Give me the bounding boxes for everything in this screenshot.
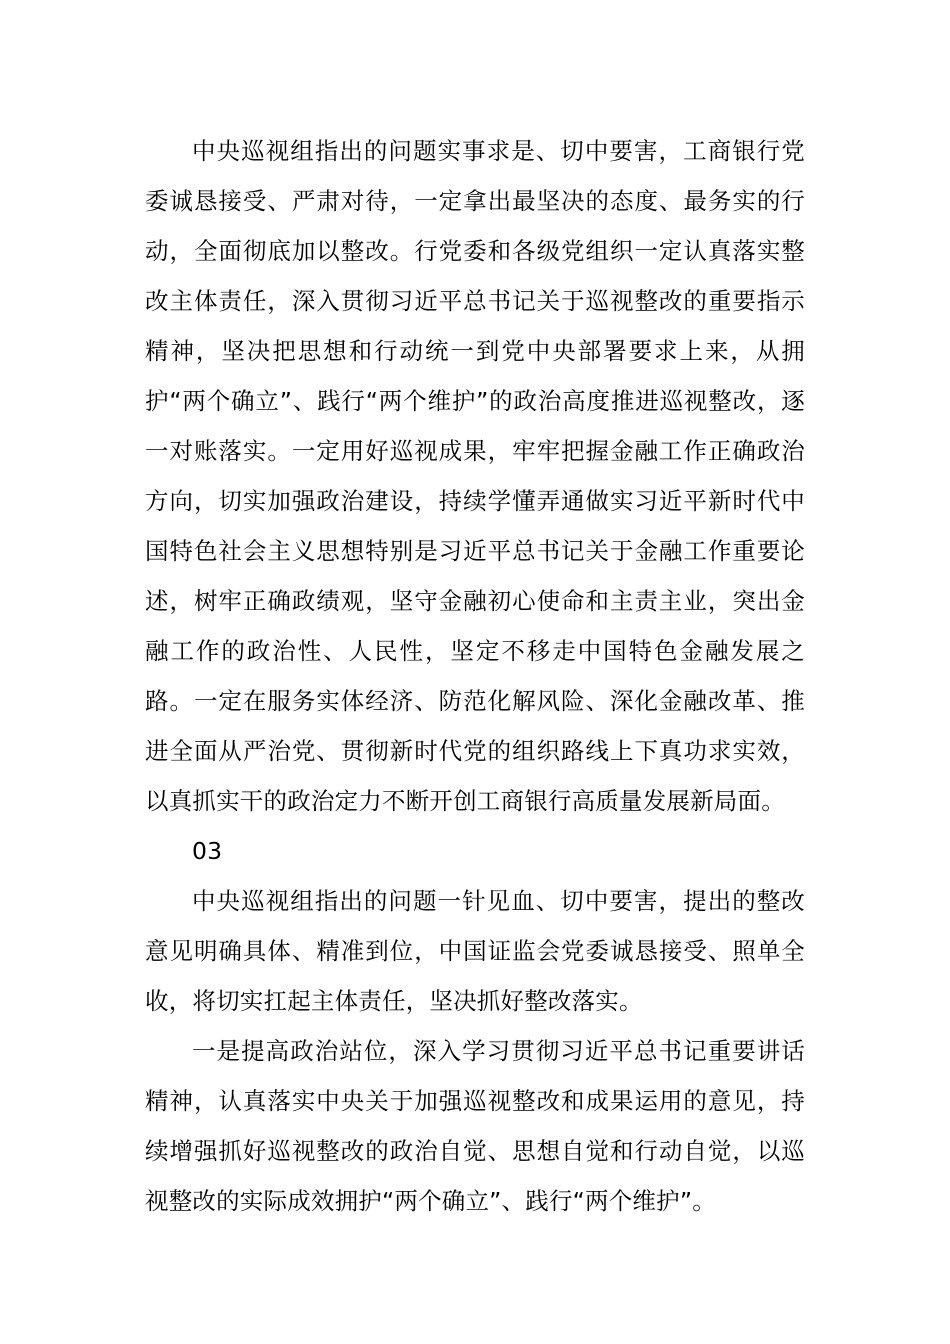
paragraph-icbc-rectification: 中央巡视组指出的问题实事求是、切中要害，工商银行党委诚恳接受、严肃对待，一定拿出最坚决的态度、最务实的行动，全面彻底加以整改。行党委和各级党组织一定认真落实整改主体责任，深入贯彻习近平总书记关于巡视整改的重要指示精神，坚决把思想和行动统一到党中央部署要求上来，从拥护“两个确立”、践行“两个维护”的政治高度推进巡视整改，逐一对账落实。一定用好巡视成果，牢牢把握金融工作正确政治方向，切实加强政治建设，持续学懂弄通做实习近平新时代中国特色社会主义思想特别是习近平总书记关于金融工作重要论述，树牢正确政绩观，坚守金融初心使命和主责主业，突出金融工作的政治性、人民性，坚定不移走中国特色金融发展之路。一定在服务实体经济、防范化解风险、深化金融改革、推进全面从严治党、贯彻新时代党的组织路线上下真功求实效，以真抓实干的政治定力不断开创工商银行高质量发展新局面。 <box>145 137 805 815</box>
paragraph-csrc-intro: 中央巡视组指出的问题一针见血、切中要害，提出的整改意见明确具体、精准到位，中国证监会党委诚恳接受、照单全收，将切实扛起主体责任，坚决抓好整改落实。 <box>145 887 805 1015</box>
paragraph-csrc-point-one: 一是提高政治站位，深入学习贯彻习近平总书记重要讲话精神，认真落实中央关于加强巡视整改和成果运用的意见，持续增强抓好巡视整改的政治自觉、思想自觉和行动自觉，以巡视整改的实际成效拥护“两个确立”、践行“两个维护”。 <box>145 1037 805 1215</box>
section-number: 03 <box>192 837 223 865</box>
document-body <box>145 126 805 1226</box>
